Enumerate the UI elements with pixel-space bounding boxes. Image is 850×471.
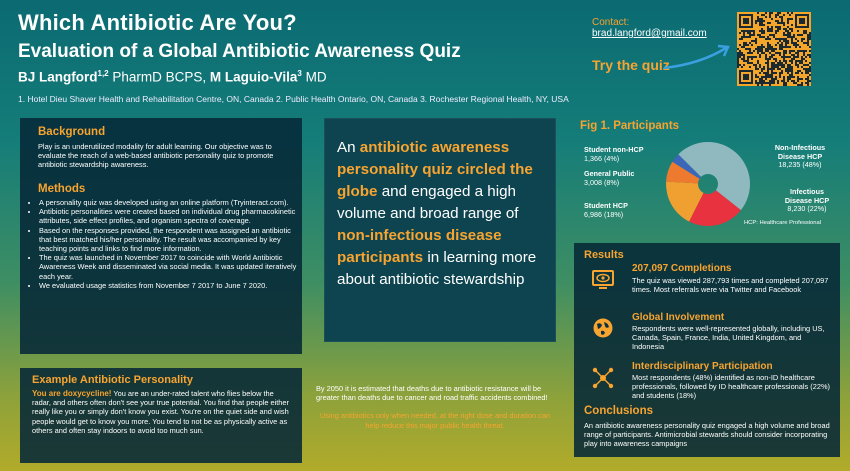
contact-label: Contact: <box>592 17 630 28</box>
methods-item: • Antibiotic personalities were created based on individual drug pharmacokinetic attributes, side effect profiles, and organism spectra of coverage. <box>39 207 303 225</box>
pie-label-name: Non-Infectious Disease HCP <box>774 143 826 161</box>
pie-label <box>584 170 664 187</box>
globe-icon <box>592 317 614 339</box>
authors <box>18 69 327 85</box>
network-people-icon <box>592 367 614 389</box>
pie-label-name: Student non-HCP <box>584 145 644 154</box>
stewardship-tagline: Using antibiotics only when needed, at the right dose and duration can help reduce this major public health threat. <box>319 411 551 430</box>
background-heading: Background <box>38 126 106 138</box>
example-heading: Example Antibiotic Personality <box>32 374 193 386</box>
pie-label <box>774 188 840 214</box>
methods-item: • A personality quiz was developed using an online platform (Tryinteract.com). <box>39 198 303 207</box>
affiliations: 1. Hotel Dieu Shaver Health and Rehabilitation Centre, ON, Canada 2. Public Health Ontario, ON, Canada 3. Rochester Regional Health, NY, USA <box>18 94 569 104</box>
resistance-fact: By 2050 it is estimated that deaths due to antibiotic resistance will be greater than deaths due to cancer and road traffic accidents combined! <box>316 384 548 403</box>
methods-item: • We evaluated usage statistics from November 7 2017 to June 7 2020. <box>39 281 303 290</box>
resistance-fact-block <box>316 384 554 430</box>
conclusions-text: An antibiotic awareness personality quiz engaged a high volume and broad range of participants. Antimicrobial stewards should consider incorporating play into awareness campaigns <box>584 421 830 449</box>
background-methods-panel <box>20 118 302 354</box>
result-1-text: The quiz was viewed 287,793 times and completed 207,097 times. Most referrals were via Twitter and Facebook <box>632 276 829 295</box>
qr-code-icon[interactable] <box>737 12 811 86</box>
pie-label <box>760 144 840 170</box>
results-heading: Results <box>584 249 624 261</box>
participants-donut-chart <box>664 140 752 228</box>
background-text: Play is an underutilized modality for adult learning. Our objective was to evaluate the reach of a web-based antibiotic personality quiz to promote antibiotic stewardship awareness. <box>38 142 274 170</box>
result-3-title: Interdisciplinary Participation <box>632 361 773 372</box>
author-1: BJ Langford <box>18 69 98 85</box>
example-lead: You are doxycycline! <box>32 389 112 398</box>
poster-subtitle: Evaluation of a Global Antibiotic Awareness Quiz <box>18 41 461 62</box>
pie-label <box>584 146 664 163</box>
headline-text <box>337 137 547 291</box>
contact-block <box>592 17 707 39</box>
pie-label <box>584 202 664 219</box>
headline-highlight: non-infectious disease participants <box>337 227 502 266</box>
example-text <box>32 389 294 435</box>
figure-title: Fig 1. Participants <box>580 120 680 132</box>
author-2: M Laguio-Vila <box>209 69 298 85</box>
result-2-title: Global Involvement <box>632 312 725 323</box>
pie-label-value: 3,008 (8%) <box>584 177 620 187</box>
pie-label-value: 6,986 (18%) <box>584 209 624 219</box>
example-panel <box>20 368 302 463</box>
poster-title: Which Antibiotic Are You? <box>18 10 297 35</box>
example-body: You are an under-rated talent who flies below the radar, and others often don't see your true potential. You find that people either really like you or simply don't know you exist. You're on the quiet side and wish people would get to know you more. You tend to not be as physically active as others and often stay indoors to avoid too much sun. <box>32 389 289 435</box>
conclusions-heading: Conclusions <box>584 405 654 417</box>
headline-part: in learning more about antibiotic stewardship <box>337 249 537 288</box>
pie-label-value: 8,230 (22%) <box>787 204 827 214</box>
contact-email-link[interactable]: brad.langford@gmail.com <box>592 28 707 39</box>
methods-list <box>30 198 303 290</box>
headline-part: and engaged a high volume and broad range of <box>337 183 519 222</box>
methods-item: • The quiz was launched in November 2017 to coincide with World Antibiotic Awareness Week and disseminated via social media. It was updated iteratively each year. <box>39 253 303 281</box>
result-3-text: Most respondents (48%) identified as non-ID healthcare professionals, followed by ID healthcare professionals (22%) and students (18%) <box>632 373 831 401</box>
pie-label-value: 1,366 (4%) <box>584 153 620 163</box>
results-panel <box>574 243 840 457</box>
try-quiz-label: Try the quiz <box>592 57 670 73</box>
author-1-affil: 1,2 <box>97 69 109 78</box>
monitor-eye-icon <box>592 269 614 291</box>
author-2-affil: 3 <box>297 69 302 78</box>
pie-label-name: General Public <box>584 169 635 178</box>
headline-panel <box>324 118 556 342</box>
result-2-text: Respondents were well-represented globally, including US, Canada, Spain, France, India, United Kingdom, and Indonesia <box>632 324 825 352</box>
author-1-credentials: PharmD BCPS, <box>108 69 210 85</box>
pie-label-name: Student HCP <box>584 201 628 210</box>
methods-heading: Methods <box>38 183 86 195</box>
figure-note: HCP: Healthcare Professional <box>744 220 822 226</box>
pie-label-name: Infectious Disease HCP <box>784 187 830 205</box>
headline-part: An <box>337 139 360 156</box>
author-2-credentials: MD <box>301 69 327 85</box>
result-1-title: 207,097 Completions <box>632 263 732 274</box>
methods-item: • Based on the responses provided, the respondent was assigned an antibiotic that best matched his/her personality. The result was accompanied by key teaching points and links to find more information. <box>39 226 303 254</box>
curved-arrow-icon <box>660 42 734 72</box>
participants-figure <box>578 118 840 232</box>
pie-label-value: 18,235 (48%) <box>778 160 822 170</box>
headline-highlight: antibiotic awareness personality quiz circled the globe <box>337 139 533 200</box>
